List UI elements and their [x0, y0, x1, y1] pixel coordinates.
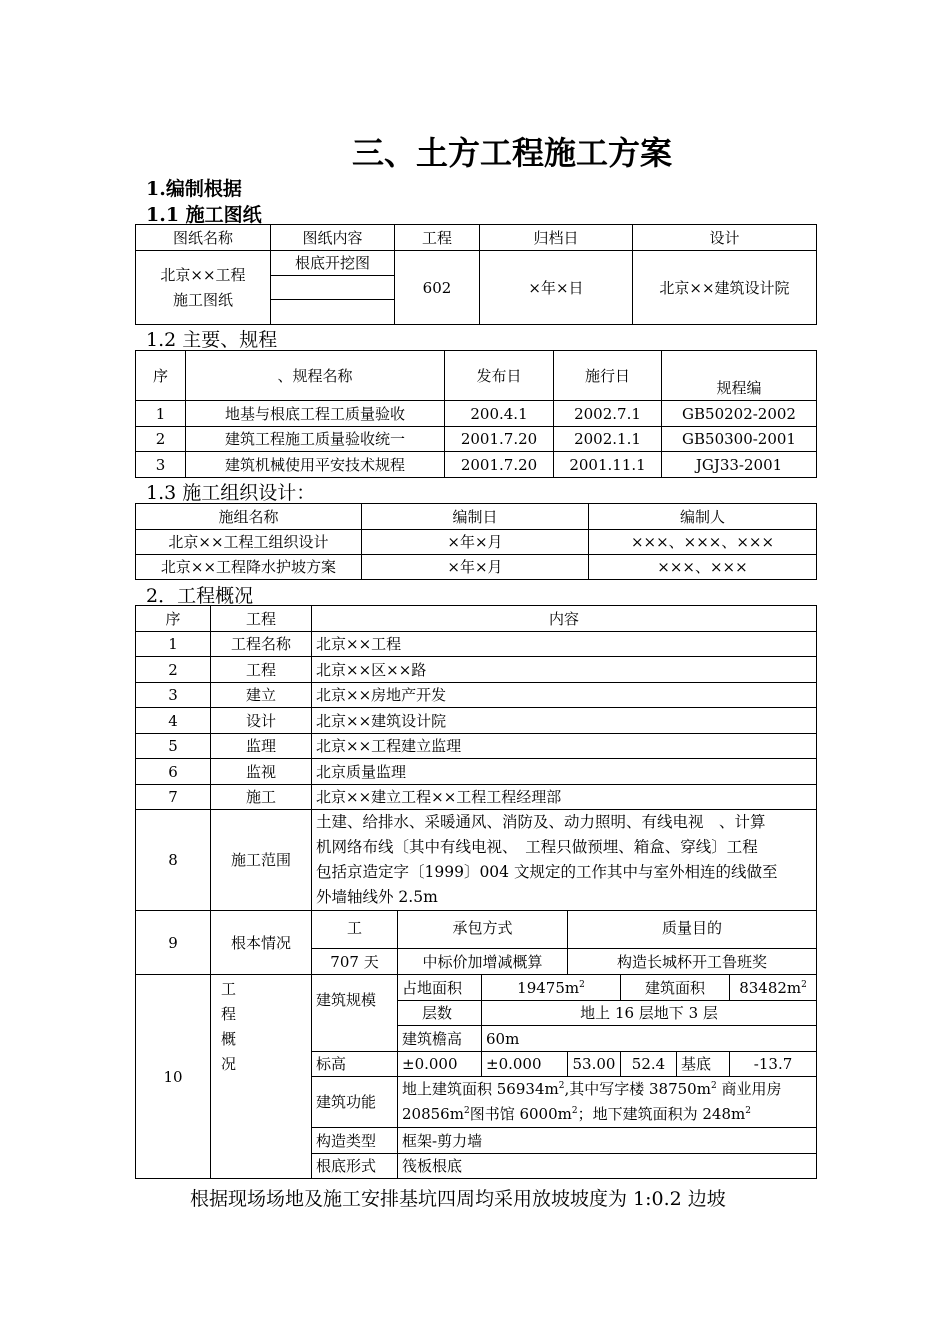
table-header: 设计: [633, 225, 817, 251]
section-heading-1-3: 1.3 施工组织设计：: [146, 482, 316, 504]
table-cell: 2: [136, 657, 211, 683]
table-cell: 北京××工程工组织设计: [136, 530, 362, 555]
table-header: 序: [136, 351, 186, 401]
regulations-table: [135, 350, 817, 478]
table-cell: 施工: [211, 785, 312, 810]
table-header: 工程: [211, 606, 312, 632]
table-cell: 层数: [398, 1001, 482, 1026]
table-cell: 筏板根底: [398, 1154, 817, 1179]
drawing-content-cell: 根底开挖图: [271, 251, 395, 276]
table-cell: ×年×月: [362, 555, 589, 580]
table-cell: JGJ33-2001: [662, 452, 817, 478]
closing-paragraph: 根据现场场地及施工安排基坑四周均采用放坡坡度为 1:0.2 边坡: [190, 1188, 726, 1210]
table-cell: 北京××建筑设计院: [312, 708, 817, 734]
table-header: 施行日: [554, 351, 662, 401]
table-cell: 中标价加增减概算: [398, 949, 568, 975]
table-header: 序: [136, 606, 211, 632]
table-cell: 监理: [211, 734, 312, 759]
table-cell: ×××、×××、×××: [589, 530, 817, 555]
table-cell: 北京××房地产开发: [312, 683, 817, 708]
table-header: 内容: [312, 606, 817, 632]
table-cell: 建筑檐高: [398, 1026, 482, 1052]
overview-table: [135, 605, 817, 1179]
table-cell: 建筑面积: [621, 975, 730, 1001]
table-cell: 地上 16 层地下 3 层: [482, 1001, 817, 1026]
table-cell: 707 天: [312, 949, 398, 975]
table-cell: 占地面积: [398, 975, 482, 1001]
table-cell: 2001.7.20: [445, 427, 554, 452]
table-cell: ±0.000: [482, 1052, 568, 1077]
table-cell: $83482m^2$: [730, 975, 817, 1001]
section-heading-2: 2．工程概况: [146, 585, 254, 607]
table-cell: 设计: [211, 708, 312, 734]
table-cell: 建筑功能: [312, 1077, 398, 1128]
table-header: 归档日: [480, 225, 633, 251]
table-header: 规程编: [662, 351, 817, 401]
table-header: 图纸名称: [136, 225, 271, 251]
empty-cell: [271, 300, 395, 325]
construction-scope-cell: 土建、给排水、采暖通风、消防及、动力照明、有线电视 、计算 机网络布线〔其中有线电视、 工程只做预埋、箱盒、穿线〕工程 包括京造定字〔1999〕004 文规定的工作其中与室外相连的线做至 外墙轴线外 2.5m: [312, 810, 817, 911]
table-cell: 工: [312, 911, 398, 949]
table-cell: 2001.7.20: [445, 452, 554, 478]
table-cell: 根本情况: [211, 911, 312, 975]
table-cell: 施工范围: [211, 810, 312, 911]
table-cell: 2: [136, 427, 186, 452]
table-cell: 构造长城杯开工鲁班奖: [568, 949, 817, 975]
table-header: 编制人: [589, 504, 817, 530]
table-cell: 监视: [211, 759, 312, 785]
building-function-cell: 地上建筑面积 $56934m^2$,其中写字楼 $38750m^2$ 商业用房 $20856m^2$图书馆 $6000m^2$；地下建筑面积为 $248m^2$: [398, 1077, 817, 1128]
table-cell: 200.4.1: [445, 401, 554, 427]
table-cell: 承包方式: [398, 911, 568, 949]
table-header: 编制日: [362, 504, 589, 530]
table-cell: 北京××建立工程××工程工程经理部: [312, 785, 817, 810]
table-header: 发布日: [445, 351, 554, 401]
archive-date-cell: ×年×日: [480, 251, 633, 325]
table-cell: 标高: [312, 1052, 398, 1077]
table-cell: 北京××工程: [312, 632, 817, 657]
table-cell: 建立: [211, 683, 312, 708]
table-header: 、规程名称: [186, 351, 445, 401]
table-cell: 1: [136, 632, 211, 657]
table-cell: 7: [136, 785, 211, 810]
section-heading-1-2: 1.2 主要、规程: [146, 329, 278, 351]
table-cell: 2001.11.1: [554, 452, 662, 478]
drawing-name-cell: 北京××工程 施工图纸: [136, 251, 271, 325]
table-cell: 53.00: [568, 1052, 621, 1077]
table-cell: 2002.7.1: [554, 401, 662, 427]
table-cell: 基底: [677, 1052, 730, 1077]
table-cell: 地基与根底工程工质量验收: [186, 401, 445, 427]
table-header: 图纸内容: [271, 225, 395, 251]
table-cell: 北京××工程建立监理: [312, 734, 817, 759]
org-design-table: [135, 503, 817, 580]
table-cell: 工程: [211, 657, 312, 683]
table-cell: GB50300-2001: [662, 427, 817, 452]
table-cell: 根底形式: [312, 1154, 398, 1179]
table-cell: 2002.1.1: [554, 427, 662, 452]
table-cell: 质量目的: [568, 911, 817, 949]
table-cell: 9: [136, 911, 211, 975]
table-cell: 北京××区××路: [312, 657, 817, 683]
table-cell: -13.7: [730, 1052, 817, 1077]
table-cell: 建筑机械使用平安技术规程: [186, 452, 445, 478]
drawings-table: [135, 224, 817, 325]
table-cell: 北京质量监理: [312, 759, 817, 785]
table-cell: $19475m^2$: [482, 975, 621, 1001]
table-cell: ×年×月: [362, 530, 589, 555]
project-cell: 602: [395, 251, 480, 325]
section-heading-1-1: 1.1 施工图纸: [146, 204, 262, 226]
table-cell: GB50202-2002: [662, 401, 817, 427]
table-cell: 8: [136, 810, 211, 911]
table-cell: ×××、×××: [589, 555, 817, 580]
table-cell: 1: [136, 401, 186, 427]
table-cell: 60m: [482, 1026, 817, 1052]
overview-label-cell: 工 程 概 况: [211, 975, 312, 1179]
page-title: 三、土方工程施工方案: [351, 134, 672, 172]
table-cell: 建筑规模: [312, 975, 398, 1052]
table-cell: 工程名称: [211, 632, 312, 657]
table-cell: 6: [136, 759, 211, 785]
designer-cell: 北京××建筑设计院: [633, 251, 817, 325]
table-cell: 构造类型: [312, 1128, 398, 1154]
table-cell: 建筑工程施工质量验收统一: [186, 427, 445, 452]
table-cell: 北京××工程降水护坡方案: [136, 555, 362, 580]
table-cell: 10: [136, 975, 211, 1179]
section-heading-1: 1.编制根据: [146, 178, 242, 200]
table-cell: 4: [136, 708, 211, 734]
table-cell: ±0.000: [398, 1052, 482, 1077]
table-header: 施组名称: [136, 504, 362, 530]
table-cell: 52.4: [621, 1052, 677, 1077]
table-cell: 3: [136, 683, 211, 708]
empty-cell: [271, 276, 395, 300]
table-cell: 3: [136, 452, 186, 478]
table-cell: 框架-剪力墙: [398, 1128, 817, 1154]
table-header: 工程: [395, 225, 480, 251]
table-cell: 5: [136, 734, 211, 759]
